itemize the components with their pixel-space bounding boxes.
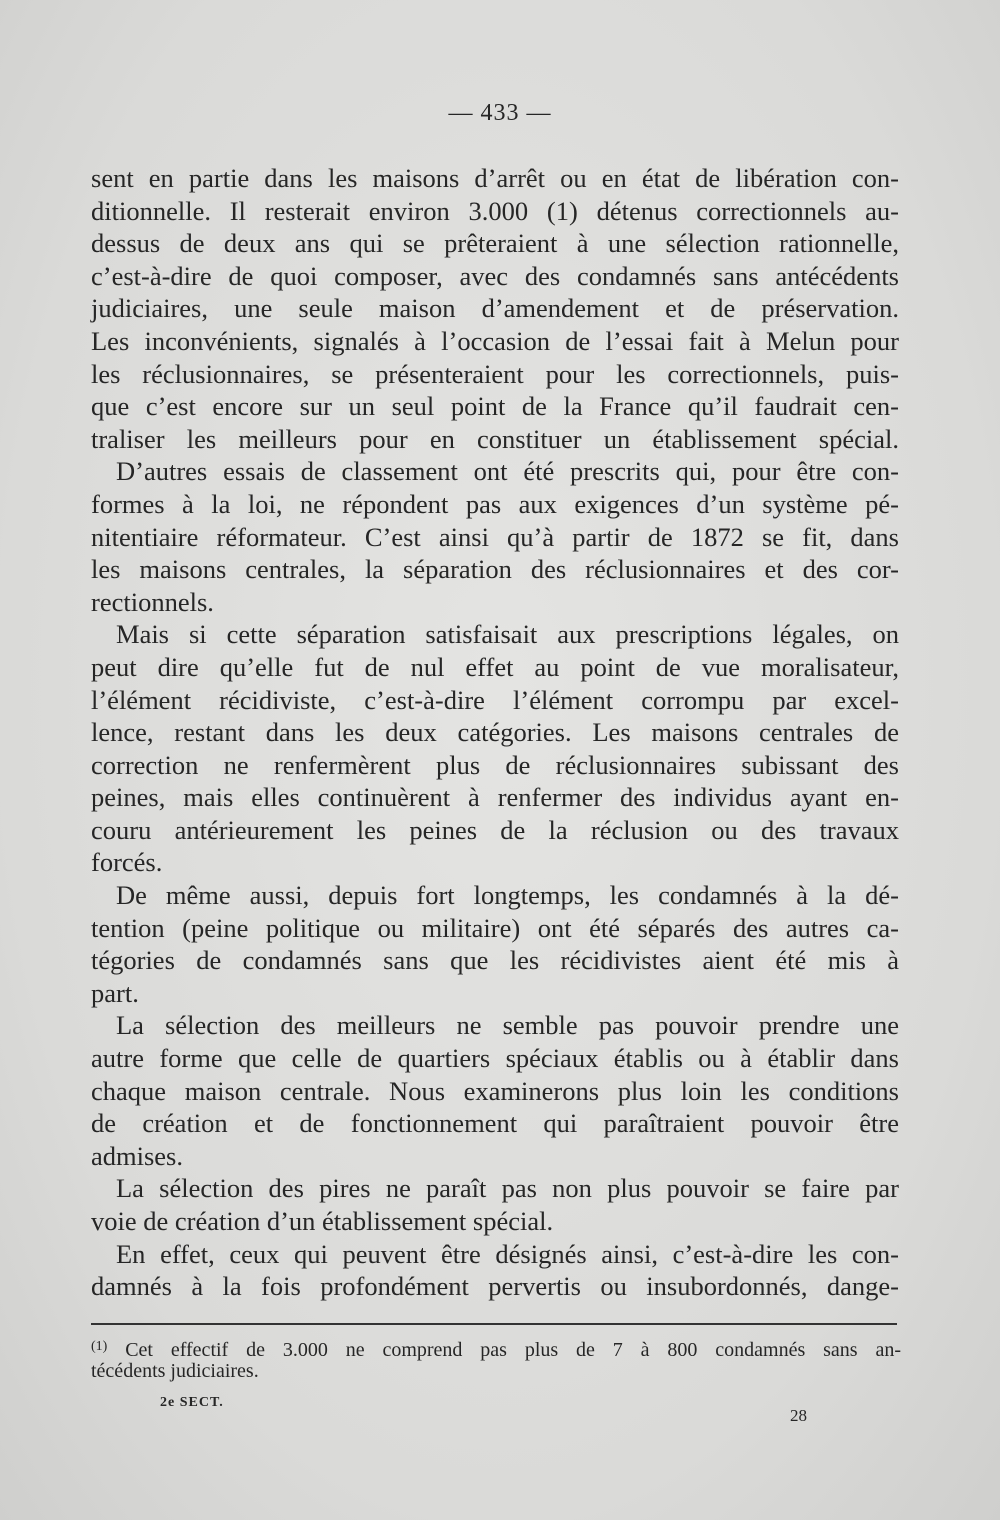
text-line: nitentiaire réformateur. C’est ainsi qu’à partir de 1872 se fit, dans xyxy=(91,521,899,552)
text-line: Mais si cette séparation satisfaisait aux prescriptions légales, on xyxy=(116,619,899,650)
page-number: — 433 — xyxy=(448,100,552,126)
text-line: de création et de fonctionnement qui paraîtraient pouvoir être xyxy=(91,1108,899,1139)
footnote-line: técédents judiciaires. xyxy=(91,1360,259,1382)
text-line: peut dire qu’elle fut de nul effet au point de vue moralisateur, xyxy=(91,651,899,682)
footnote-marker: (1) xyxy=(91,1339,108,1354)
text-line: ditionnelle. Il resterait environ 3.000 (1) détenus correctionnels au- xyxy=(91,195,899,226)
text-line: D’autres essais de classement ont été prescrits qui, pour être con- xyxy=(116,456,899,487)
text-line: En effet, ceux qui peuvent être désignés ainsi, c’est-à-dire les con- xyxy=(116,1238,899,1269)
text-line: dessus de deux ans qui se prêteraient à une sélection rationnelle, xyxy=(91,228,899,259)
text-line: La sélection des meilleurs ne semble pas pouvoir prendre une xyxy=(116,1010,899,1041)
text-line: couru antérieurement les peines de la réclusion ou des travaux xyxy=(91,814,899,845)
text-line: chaque maison centrale. Nous examinerons plus loin les conditions xyxy=(91,1075,899,1106)
text-line: De même aussi, depuis fort longtemps, les condamnés à la dé- xyxy=(116,880,899,911)
signature-number: 28 xyxy=(790,1406,807,1425)
text-line: voie de création d’un établissement spécial. xyxy=(91,1206,554,1236)
text-line: Les inconvénients, signalés à l’occasion de l’essai fait à Melun pour xyxy=(91,325,899,356)
text-line: sent en partie dans les maisons d’arrêt ou en état de libération con- xyxy=(91,163,899,193)
footnote xyxy=(91,1335,901,1383)
text-line: tention (peine politique ou militaire) ont été séparés des autres ca- xyxy=(91,912,899,943)
text-line: part. xyxy=(91,977,139,1008)
text-line: correction ne renfermèrent plus de réclusionnaires subissant des xyxy=(91,749,899,780)
text-line: l’élément récidiviste, c’est-à-dire l’élément corrompu par excel- xyxy=(91,684,899,715)
text-line: peines, mais elles continuèrent à renfermer des individus ayant en- xyxy=(91,782,899,813)
text-line: La sélection des pires ne paraît pas non plus pouvoir se faire par xyxy=(116,1173,899,1204)
text-line: admises. xyxy=(91,1140,183,1171)
signature-mark: 2e SECT. xyxy=(160,1395,224,1410)
footnote-text-1: Cet effectif de 3.000 ne comprend pas plus de 7 à 800 condamnés sans an- xyxy=(125,1339,901,1361)
text-line: que c’est encore sur un seul point de la France qu’il faudrait cen- xyxy=(91,391,899,422)
text-line: tégories de condamnés sans que les récidivistes aient été mis à xyxy=(91,945,899,976)
footnote-rule xyxy=(91,1323,897,1325)
text-line: forcés. xyxy=(91,847,163,878)
footnote-line xyxy=(91,1335,901,1359)
text-line: lence, restant dans les deux catégories. Les maisons centrales de xyxy=(91,717,899,748)
text-line: rectionnels. xyxy=(91,586,214,617)
text-line: c’est-à-dire de quoi composer, avec des condamnés sans antécédents xyxy=(91,260,899,291)
text-line: damnés à la fois profondément pervertis ou insubordonnés, dange- xyxy=(91,1271,899,1302)
text-line: autre forme que celle de quartiers spéciaux établis ou à établir dans xyxy=(91,1043,899,1074)
text-line: formes à la loi, ne répondent pas aux exigences d’un système pé- xyxy=(91,488,899,519)
text-line: judiciaires, une seule maison d’amendement et de préservation. xyxy=(91,293,899,324)
body-text xyxy=(91,162,899,1303)
text-line: traliser les meilleurs pour en constituer un établissement spécial. xyxy=(91,423,899,454)
text-line: les réclusionnaires, se présenteraient pour les correctionnels, puis- xyxy=(91,358,899,389)
text-line: les maisons centrales, la séparation des réclusionnaires et des cor- xyxy=(91,554,899,585)
